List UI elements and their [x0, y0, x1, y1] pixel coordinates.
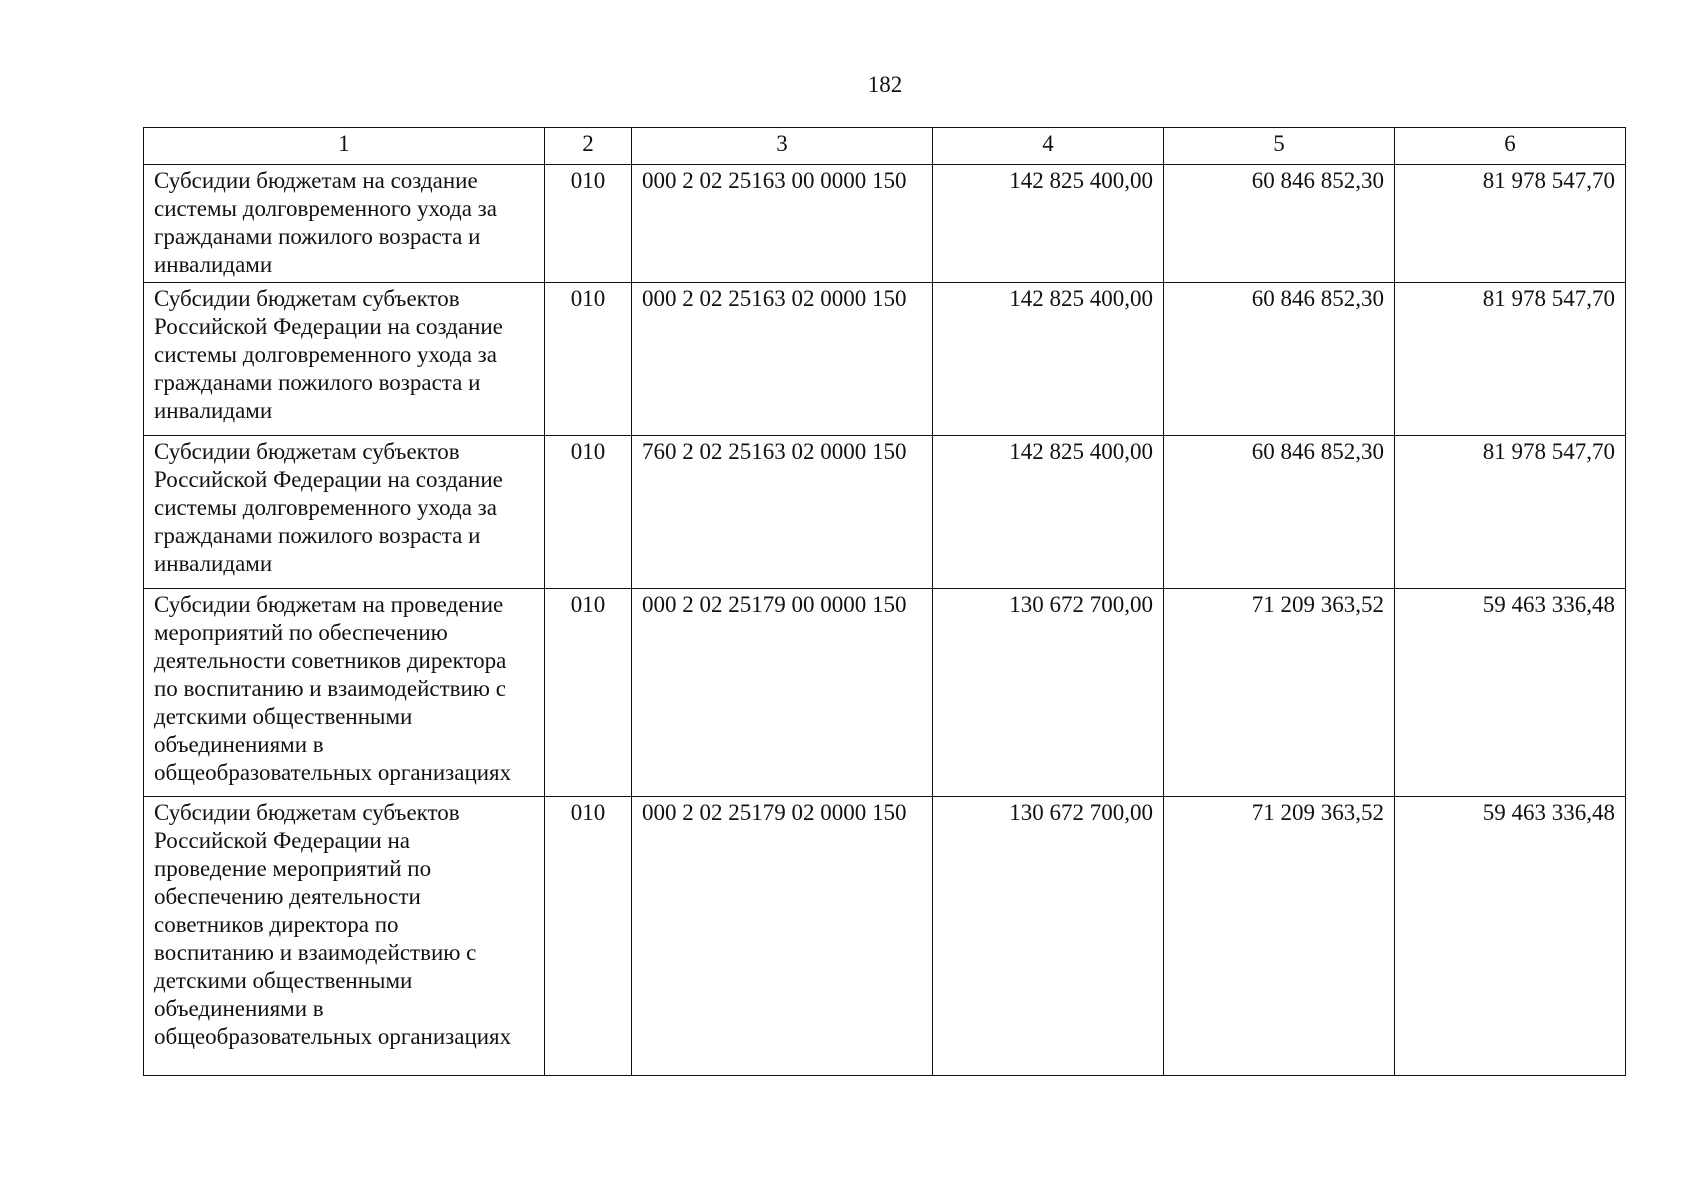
page-number: 182: [867, 72, 903, 97]
table-row: [144, 589, 1626, 797]
row-col6: 81 978 547,70: [1395, 165, 1626, 283]
row-description: [144, 283, 545, 436]
row-description: [144, 436, 545, 589]
row-code: 000 2 02 25163 02 0000 150: [632, 283, 933, 436]
row-col6: 59 463 336,48: [1395, 797, 1626, 1076]
row-col6: 81 978 547,70: [1395, 436, 1626, 589]
row-col2: 010: [545, 283, 632, 436]
column-header-5: 5: [1164, 128, 1395, 165]
row-col4: 142 825 400,00: [933, 283, 1164, 436]
table-row: [144, 797, 1626, 1076]
row-description: [144, 589, 545, 797]
column-header-1: 1: [144, 128, 545, 165]
row-description-text: Субсидии бюджетам на создание системы долговременного ухода за гражданами пожилого возраста и инвалидами: [154, 168, 497, 277]
budget-table: [143, 127, 1626, 1076]
row-col4: 130 672 700,00: [933, 797, 1164, 1076]
row-col6: 81 978 547,70: [1395, 283, 1626, 436]
table-row: [144, 283, 1626, 436]
row-col2: 010: [545, 589, 632, 797]
column-header-4: 4: [933, 128, 1164, 165]
row-code: 760 2 02 25163 02 0000 150: [632, 436, 933, 589]
header-row: [144, 128, 1626, 165]
row-col5: 60 846 852,30: [1164, 436, 1395, 589]
row-description-text: Субсидии бюджетам субъектов Российской Федерации на создание системы долговременного ухода за гражданами пожилого возраста и инвалидами: [154, 286, 503, 423]
column-header-3: 3: [632, 128, 933, 165]
row-description: [144, 797, 545, 1076]
row-col2: 010: [545, 436, 632, 589]
row-description: [144, 165, 545, 283]
row-col2: 010: [545, 797, 632, 1076]
row-code: 000 2 02 25179 02 0000 150: [632, 797, 933, 1076]
row-col4: 130 672 700,00: [933, 589, 1164, 797]
row-col5: 60 846 852,30: [1164, 283, 1395, 436]
row-col5: 71 209 363,52: [1164, 589, 1395, 797]
table-row: [144, 436, 1626, 589]
row-col6: 59 463 336,48: [1395, 589, 1626, 797]
row-description-text: Субсидии бюджетам на проведение мероприятий по обеспечению деятельности советников директора по воспитанию и взаимодействию с детскими общественными объединениями в общеобразовательных организациях: [154, 592, 512, 785]
row-description-text: Субсидии бюджетам субъектов Российской Федерации на проведение мероприятий по обеспечению деятельности советников директора по воспитанию и взаимодействию с детскими общественными объединениями в общеобразовательных организациях: [154, 800, 512, 1049]
row-col5: 71 209 363,52: [1164, 797, 1395, 1076]
row-col4: 142 825 400,00: [933, 436, 1164, 589]
column-header-2: 2: [545, 128, 632, 165]
column-header-6: 6: [1395, 128, 1626, 165]
table-row: [144, 165, 1626, 283]
row-code: 000 2 02 25163 00 0000 150: [632, 165, 933, 283]
row-col4: 142 825 400,00: [933, 165, 1164, 283]
row-description-text: Субсидии бюджетам субъектов Российской Федерации на создание системы долговременного ухода за гражданами пожилого возраста и инвалидами: [154, 439, 503, 576]
row-col5: 60 846 852,30: [1164, 165, 1395, 283]
row-code: 000 2 02 25179 00 0000 150: [632, 589, 933, 797]
row-col2: 010: [545, 165, 632, 283]
